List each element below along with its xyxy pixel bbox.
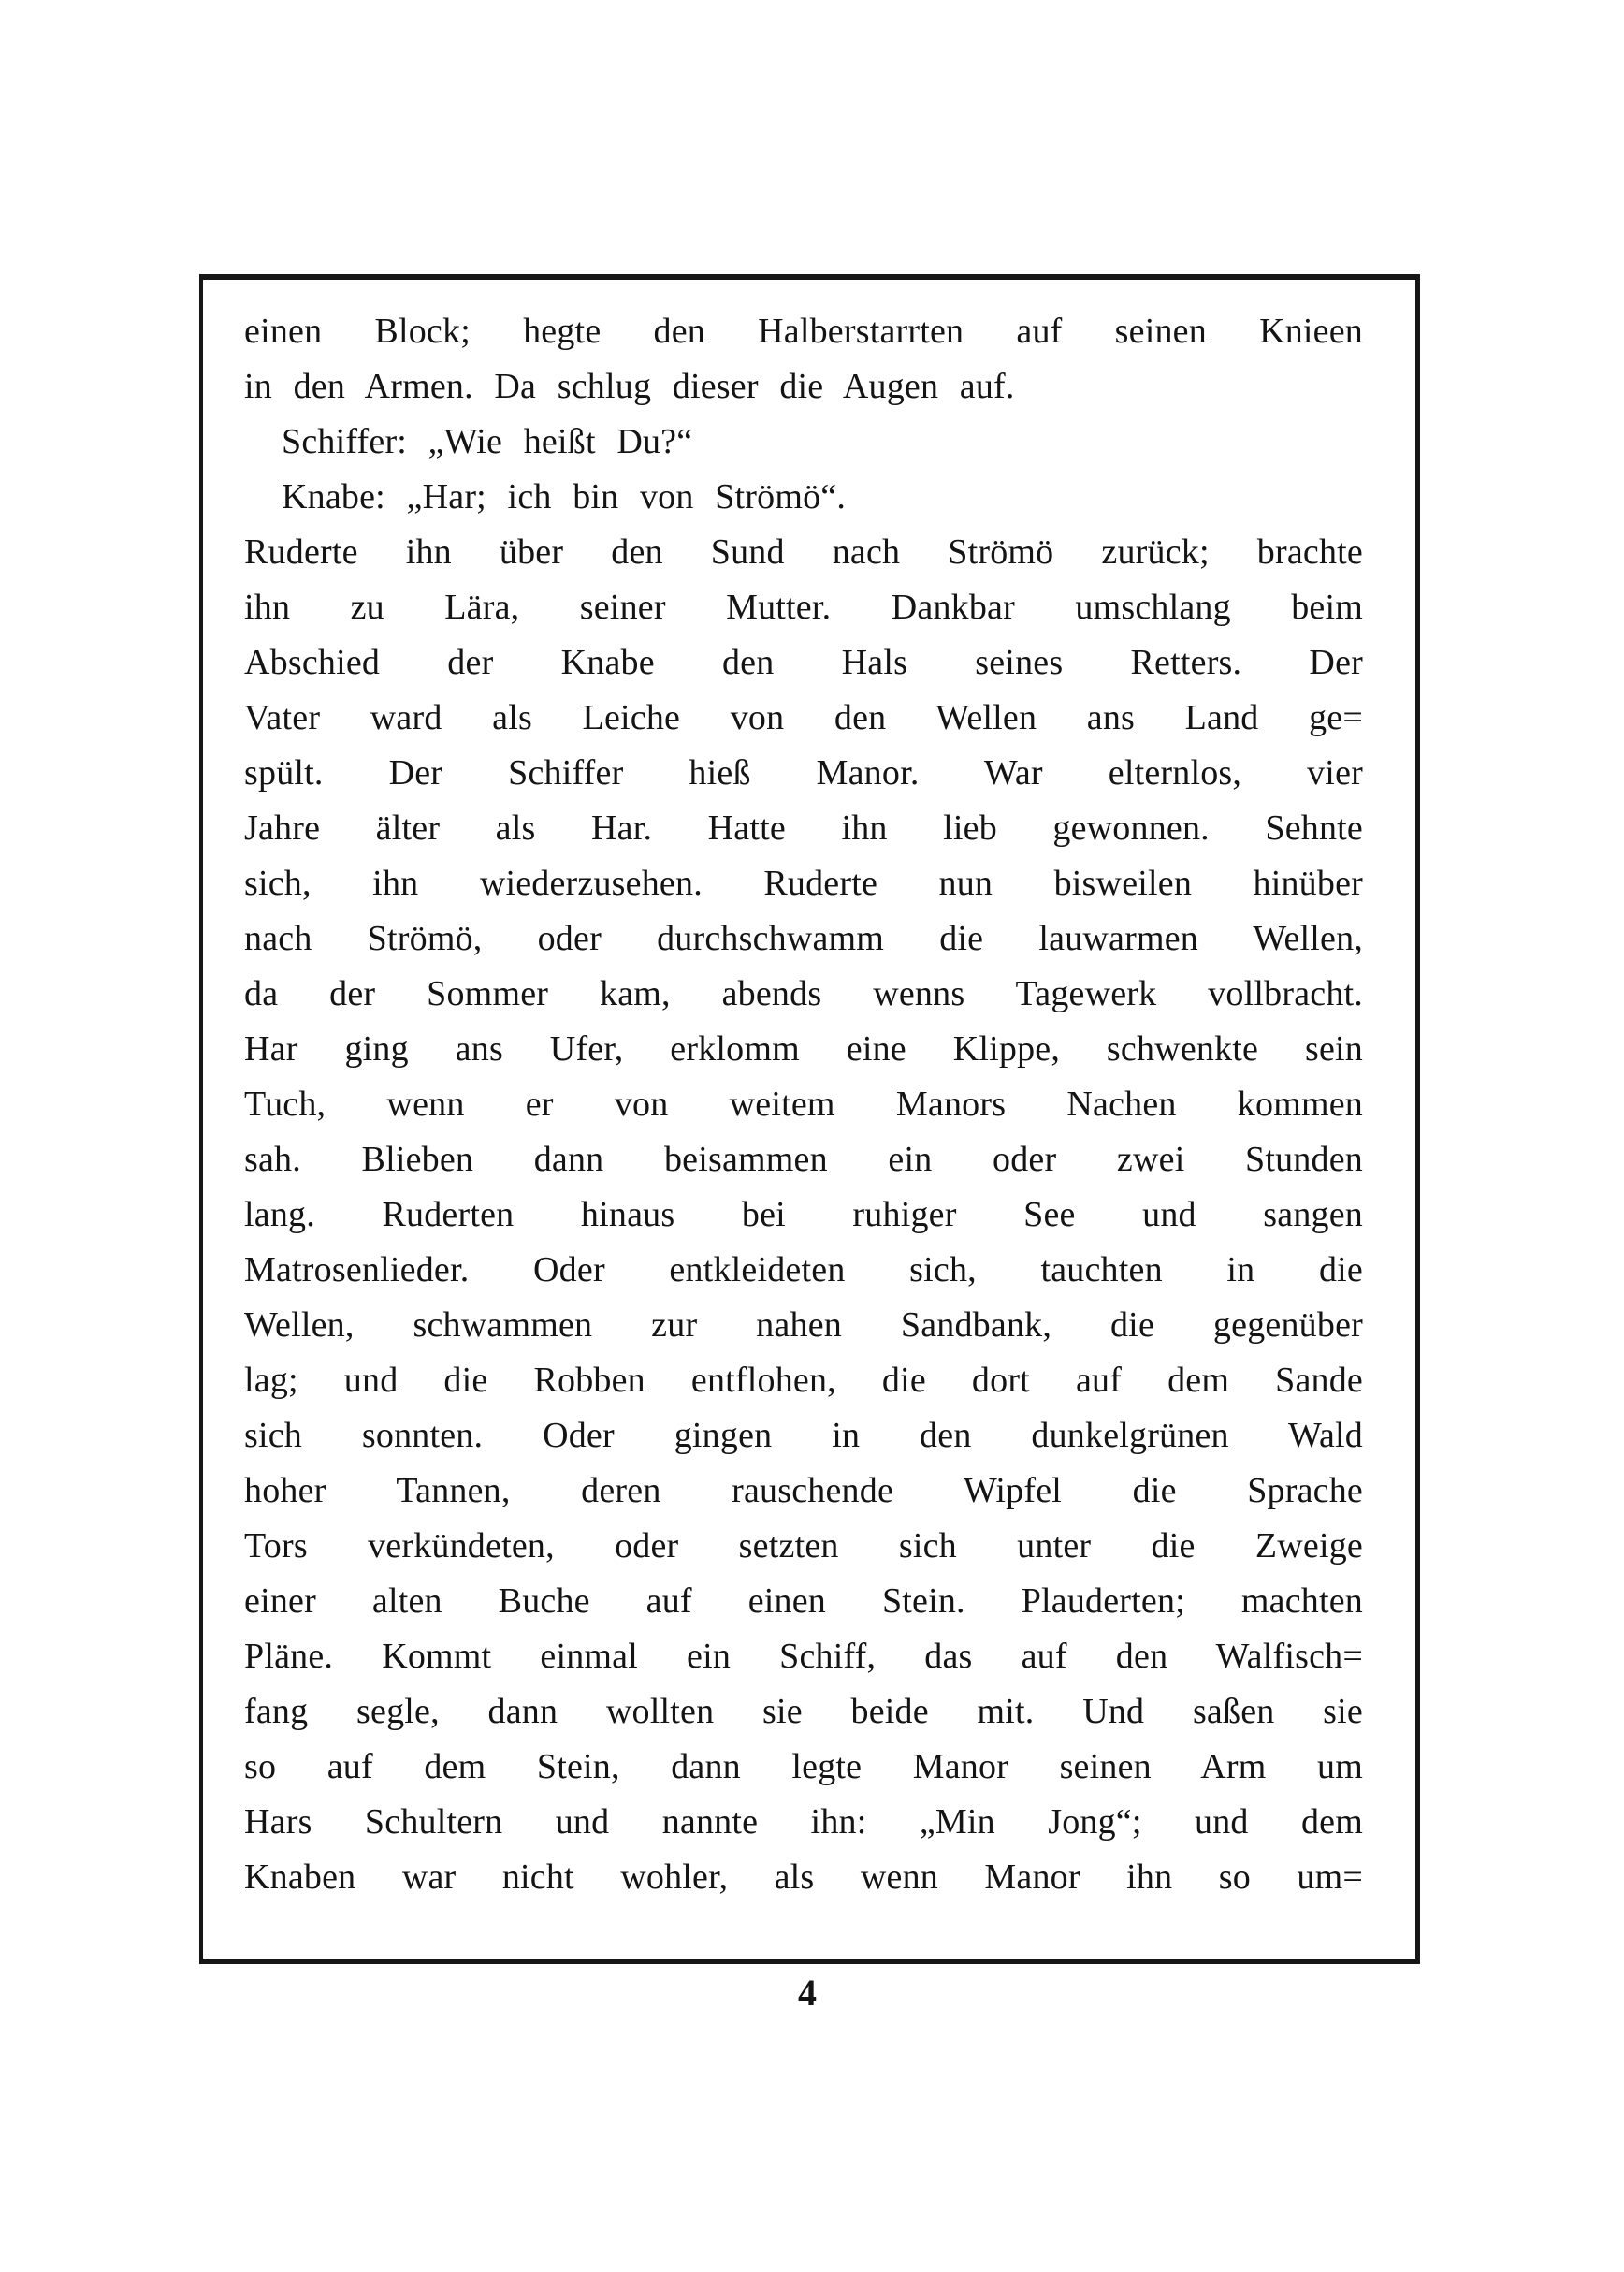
text-line: Tors verkündeten, oder setzten sich unter die Zweige xyxy=(244,1526,1363,1566)
text-line: fang segle, dann wollten sie beide mit. Und saßen sie xyxy=(244,1692,1363,1731)
text-line: in den Armen. Da schlug dieser die Augen auf. xyxy=(244,367,1015,406)
text-line: Abschied der Knabe den Hals seines Retters. Der xyxy=(244,643,1363,682)
text-line: hoher Tannen, deren rauschende Wipfel die Sprache xyxy=(244,1471,1363,1510)
text-line: Vater ward als Leiche von den Wellen ans Land ge= xyxy=(244,698,1363,737)
text-line: lag; und die Robben entflohen, die dort auf dem Sande xyxy=(244,1361,1363,1400)
page-text xyxy=(244,304,1363,1905)
text-line: Hars Schultern und nannte ihn: „Min Jong“; und dem xyxy=(244,1802,1363,1842)
text-line: einen Block; hegte den Halberstarrten auf seinen Knieen xyxy=(244,312,1363,351)
text-line: Tuch, wenn er von weitem Manors Nachen kommen xyxy=(244,1085,1363,1124)
text-line: Jahre älter als Har. Hatte ihn lieb gewonnen. Sehnte xyxy=(244,808,1363,848)
text-line: Har ging ans Ufer, erklomm eine Klippe, schwenkte sein xyxy=(244,1029,1363,1069)
text-line: ihn zu Lära, seiner Mutter. Dankbar umschlang beim xyxy=(244,588,1363,627)
text-line: Pläne. Kommt einmal ein Schiff, das auf den Walfisch= xyxy=(244,1637,1363,1676)
text-line: so auf dem Stein, dann legte Manor seinen Arm um xyxy=(244,1747,1363,1786)
text-line: Knabe: „Har; ich bin von Strömö“. xyxy=(282,477,847,517)
page-number: 4 xyxy=(798,1972,817,2014)
text-line: spült. Der Schiffer hieß Manor. War elternlos, vier xyxy=(244,753,1363,793)
text-line: Matrosenlieder. Oder entkleideten sich, tauchten in die xyxy=(244,1250,1363,1289)
text-line: sich sonnten. Oder gingen in den dunkelgrünen Wald xyxy=(244,1416,1363,1455)
text-line: einer alten Buche auf einen Stein. Plauderten; machten xyxy=(244,1581,1363,1621)
text-line: Knaben war nicht wohler, als wenn Manor ihn so um= xyxy=(244,1857,1363,1897)
text-line: Schiffer: „Wie heißt Du?“ xyxy=(282,422,693,461)
text-line: lang. Ruderten hinaus bei ruhiger See und sangen xyxy=(244,1195,1363,1234)
text-line: sah. Blieben dann beisammen ein oder zwei Stunden xyxy=(244,1140,1363,1179)
text-line: nach Strömö, oder durchschwamm die lauwarmen Wellen, xyxy=(244,919,1363,958)
text-line: sich, ihn wiederzusehen. Ruderte nun bisweilen hinüber xyxy=(244,864,1363,903)
text-line: Wellen, schwammen zur nahen Sandbank, die gegenüber xyxy=(244,1305,1363,1345)
text-line: da der Sommer kam, abends wenns Tagewerk vollbracht. xyxy=(244,974,1363,1013)
text-line: Ruderte ihn über den Sund nach Strömö zurück; brachte xyxy=(244,532,1363,572)
